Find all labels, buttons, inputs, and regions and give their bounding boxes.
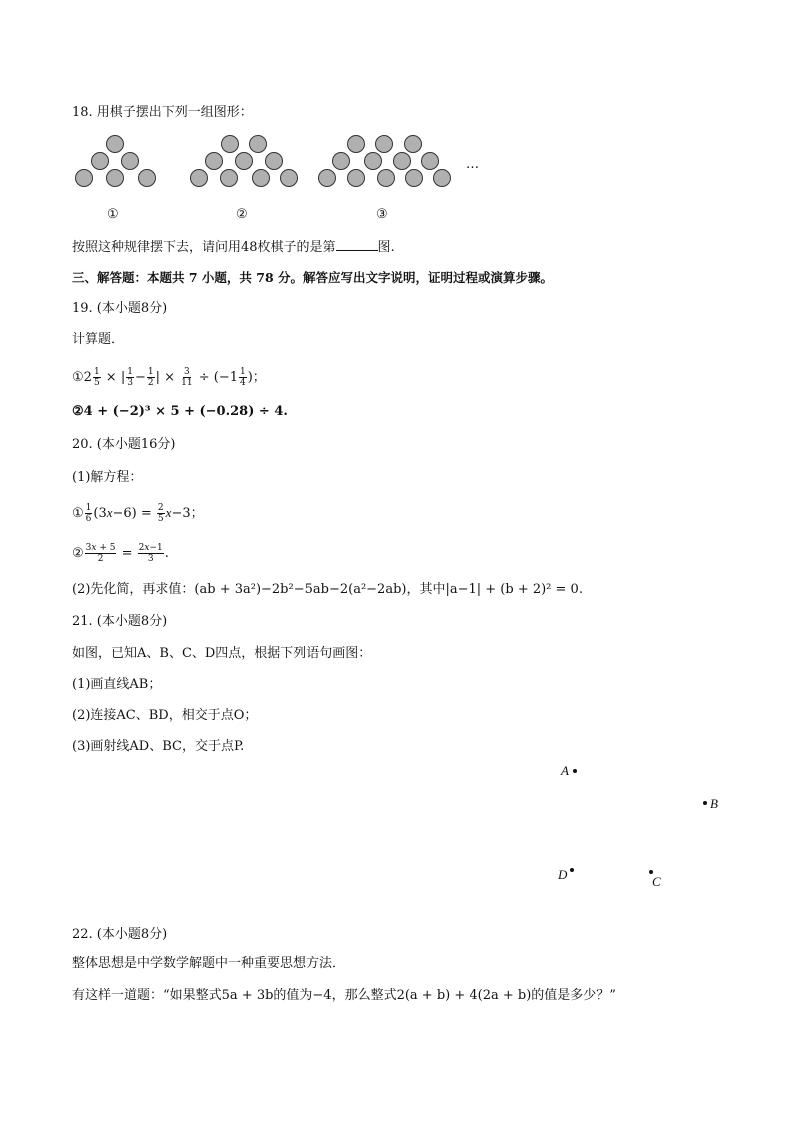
fraction: $\frac{1}{4}$ [240, 367, 246, 388]
q19-item2-expr: 4 + (−2)³ × 5 + (−0.28) ÷ 4. [83, 404, 288, 419]
chess-piece [139, 170, 156, 187]
point-label-c: C [652, 874, 661, 889]
point-label-b: B [710, 796, 718, 811]
q21-step2: (2)连接AC、BD，相交于点O； [72, 708, 258, 723]
ellipsis: … [466, 157, 479, 172]
q21-step3: (3)画射线AD、BC，交于点P. [72, 739, 245, 754]
chess-piece [191, 170, 208, 187]
chess-piece [376, 136, 393, 153]
chess-piece [281, 170, 298, 187]
q18-question [72, 238, 395, 257]
fraction: $\frac{3x + 5}{2}$ [85, 543, 116, 564]
fraction: $\frac{1}{3}$ [127, 367, 133, 388]
chess-piece [406, 170, 423, 187]
fraction: $\frac{2}{5}$ [157, 503, 164, 524]
chess-piece [236, 153, 253, 170]
q19-instruction: 计算题． [72, 332, 125, 347]
chess-piece [365, 153, 382, 170]
fraction: $\frac{1}{5}$ [93, 367, 100, 388]
chess-piece [122, 153, 139, 170]
chess-piece [266, 153, 283, 170]
chess-pattern-figure [0, 0, 794, 240]
q19-item2 [72, 403, 288, 421]
chess-piece [107, 136, 124, 153]
section3-heading: 三、解答题：本题共 7 小题，共 78 分。解答应写出文字说明，证明过程或演算步骤。 [72, 270, 554, 285]
chess-piece [253, 170, 270, 187]
q21-header: 21. (本小题8分) [72, 614, 168, 629]
chess-piece [319, 170, 336, 187]
chess-piece [206, 153, 223, 170]
chess-piece [348, 136, 365, 153]
q22-line2: 有这样一道题：“如果整式5a + 3b的值为−4，那么整式2(a + b) + 4(2a + b)的值是多少？” [72, 988, 616, 1003]
q19-header: 19. (本小题8分) [72, 301, 168, 316]
q22-line1: 整体思想是中学数学解题中一种重要思想方法． [72, 956, 346, 971]
q21-step1: (1)画直线AB； [72, 677, 162, 692]
item-marker: ① [72, 506, 84, 521]
q22-header: 22. (本小题8分) [72, 927, 168, 942]
q18-stem: 18. 用棋子摆出下列一组图形： [72, 105, 253, 120]
item-marker: ① [72, 370, 84, 385]
chess-piece [394, 153, 411, 170]
chess-piece [405, 136, 422, 153]
q18-question-pre: 按照这种规律摆下去，请问用48枚棋子的是第 [72, 240, 336, 255]
point-label-d: D [558, 867, 568, 882]
chess-piece [348, 170, 365, 187]
point-b-dot [703, 801, 707, 805]
q19-item1: ①2 $\frac{1}{5}$ × | $\frac{1}{3}$ − $\frac{1}{2}$ | × $\frac{3}{11}$ ÷ (−1 $\frac{1}{4}$ )； [72, 367, 266, 388]
chess-piece [378, 170, 395, 187]
fraction: $\frac{2x-1}{3}$ [138, 543, 163, 564]
point-d-dot [570, 868, 574, 872]
answer-blank [336, 238, 378, 251]
figure-label-1: ① [107, 207, 119, 222]
q21-stem: 如图，已知A、B、C、D四点，根据下列语句画图： [72, 646, 372, 661]
fraction: $\frac{3}{11}$ [181, 367, 193, 388]
chess-piece [434, 170, 451, 187]
point-label-a: A [561, 763, 569, 778]
q20-part1: (1)解方程： [72, 470, 143, 485]
fraction: $\frac{1}{2}$ [147, 367, 154, 388]
chess-piece [250, 136, 267, 153]
chess-piece [76, 170, 93, 187]
point-a-dot [573, 769, 577, 773]
q20-part2: (2)先化简，再求值：(ab + 3a²)−2b²−5ab−2(a²−2ab)，其中|a−1| + (b + 2)² = 0. [72, 582, 583, 597]
figure-label-2: ② [236, 207, 248, 222]
q20-header: 20. (本小题16分) [72, 437, 176, 452]
fraction: $\frac{1}{6}$ [85, 503, 92, 524]
q18-question-post: 图. [377, 240, 395, 255]
item-marker: ② [72, 404, 84, 419]
chess-piece [221, 170, 238, 187]
q20-item1: ① $\frac{1}{6}$ (3x−6) = $\frac{2}{5}$ x−3； [72, 503, 204, 524]
figure-label-3: ③ [376, 207, 388, 222]
chess-piece [333, 153, 350, 170]
chess-piece [107, 170, 124, 187]
chess-piece [92, 153, 109, 170]
item-marker: ② [72, 546, 84, 561]
q20-item2: ② $\frac{3x + 5}{2}$ = $\frac{2x-1}{3}$ . [72, 543, 169, 564]
chess-piece [222, 136, 239, 153]
chess-piece [422, 153, 439, 170]
